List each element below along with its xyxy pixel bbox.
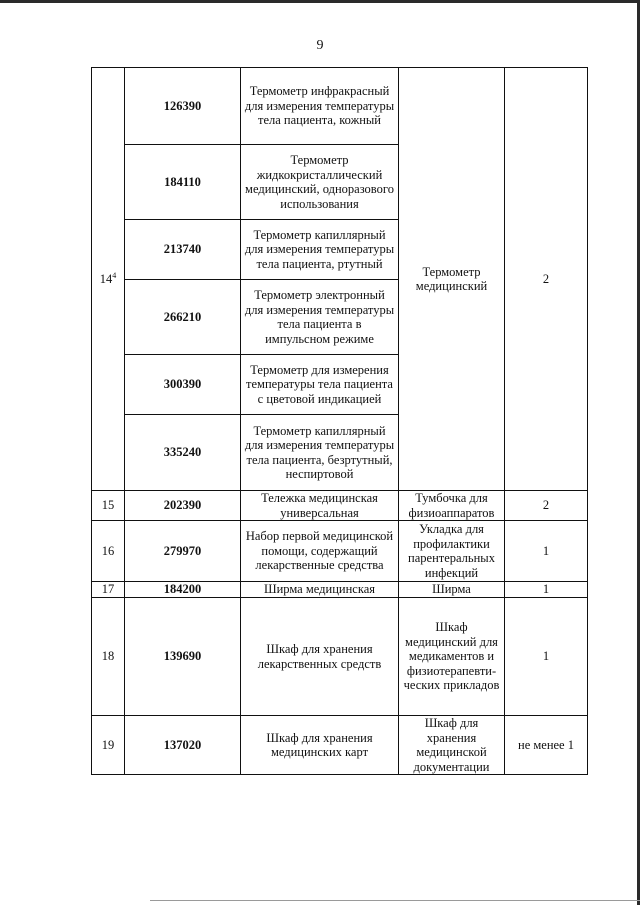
quantity-cell: не менее 1 [505, 716, 588, 775]
row-number-cell: 16 [92, 521, 125, 582]
code-cell: 266210 [125, 280, 241, 355]
type-cell: Тумбочка для физиоаппаратов [399, 491, 505, 521]
row-number-cell: 18 [92, 598, 125, 716]
name-cell: Набор первой медицинской помощи, содержащий лекарственные средства [241, 521, 399, 582]
name-cell: Термометр для измерения температуры тела пациента с цветовой индикацией [241, 355, 399, 415]
name-cell: Тележка медицинская универсальная [241, 491, 399, 521]
code-cell: 202390 [125, 491, 241, 521]
name-cell: Термометр электронный для измерения температуры тела пациента в импульсном режиме [241, 280, 399, 355]
quantity-cell: 2 [505, 68, 588, 491]
name-cell: Термометр инфракрасный для измерения температуры тела пациента, кожный [241, 68, 399, 145]
name-cell: Шкаф для хранения медицинских карт [241, 716, 399, 775]
type-cell: Укладка для профилактики парентеральных инфекций [399, 521, 505, 582]
code-cell: 137020 [125, 716, 241, 775]
code-cell: 279970 [125, 521, 241, 582]
scan-edge-bottom [150, 900, 640, 901]
type-cell: Шкаф медицинский для медикаментов и физиотерапевти-ческих прикладов [399, 598, 505, 716]
type-cell: Шкаф для хранения медицинской документации [399, 716, 505, 775]
name-cell: Термометр жидкокристаллический медицинский, одноразового использования [241, 145, 399, 220]
row-number: 14 [99, 271, 113, 286]
name-cell: Термометр капиллярный для измерения температуры тела пациента, безртутный, неспиртовой [241, 415, 399, 491]
type-cell: Ширма [399, 582, 505, 598]
table-row [92, 68, 588, 145]
name-cell: Термометр капиллярный для измерения температуры тела пациента, ртутный [241, 220, 399, 280]
table-row [92, 716, 588, 775]
name-cell: Ширма медицинская [241, 582, 399, 598]
quantity-cell: 2 [505, 491, 588, 521]
code-cell: 335240 [125, 415, 241, 491]
quantity-cell: 1 [505, 521, 588, 582]
type-cell: Термометр медицинский [399, 68, 505, 491]
row-number-cell [92, 68, 125, 491]
name-cell: Шкаф для хранения лекарственных средств [241, 598, 399, 716]
code-cell: 126390 [125, 68, 241, 145]
code-cell: 184200 [125, 582, 241, 598]
table-row [92, 582, 588, 598]
scan-edge-top [0, 0, 640, 3]
table-row [92, 598, 588, 716]
code-cell: 213740 [125, 220, 241, 280]
row-number-superscript: 4 [112, 270, 117, 280]
code-cell: 184110 [125, 145, 241, 220]
quantity-cell: 1 [505, 598, 588, 716]
table-row [92, 491, 588, 521]
row-number-cell: 17 [92, 582, 125, 598]
row-number-cell: 15 [92, 491, 125, 521]
row-number-cell: 19 [92, 716, 125, 775]
table-row [92, 521, 588, 582]
page-number: 9 [316, 38, 324, 53]
quantity-cell: 1 [505, 582, 588, 598]
equipment-table [91, 67, 588, 775]
code-cell: 139690 [125, 598, 241, 716]
code-cell: 300390 [125, 355, 241, 415]
